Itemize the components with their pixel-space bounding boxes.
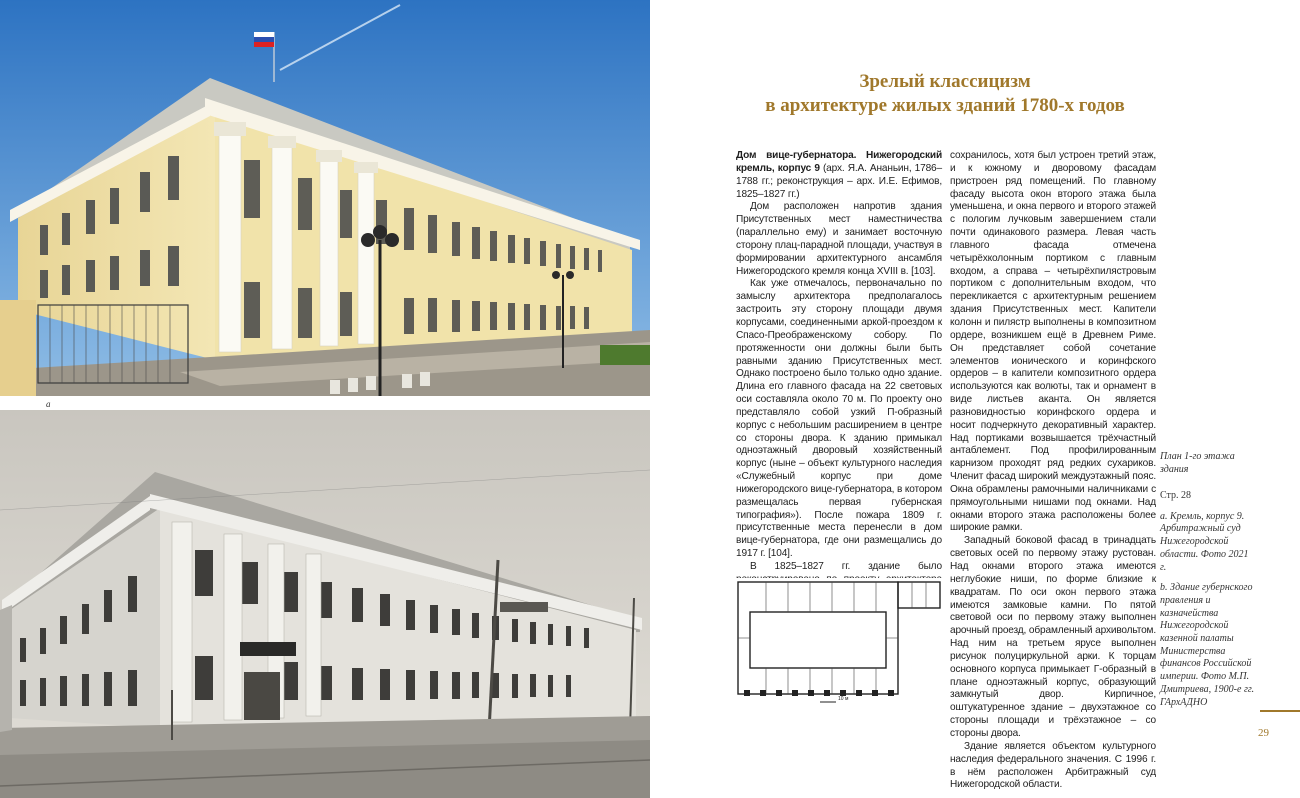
plan-caption xyxy=(1160,451,1256,476)
right-page xyxy=(650,0,1300,798)
photo-b-illustration xyxy=(0,410,650,798)
refs-page-head: Стр. 28 xyxy=(1160,490,1192,501)
ref-a: a. Кремль, корпус 9. Арбитражный суд Нижегородской области. Фото 2021 г. xyxy=(1160,510,1249,573)
paragraph: Дом расположен напротив здания Присутственных мест наместничества (параллельно ему) и занимает восточную сторону плац-парадной площади, участвуя в формировании архитектурного ансамбля Нижегородского кремля конца XVIII в. [103]. xyxy=(736,201,942,277)
page-number-rule xyxy=(1260,710,1300,712)
photo-b-historic-building xyxy=(0,410,650,798)
page-number: 29 xyxy=(1258,727,1269,739)
ref-b: b. Здание губернского правления и казначейства Нижегородской казенной палаты Министерства финансов Российской империи. Фото М.П. Дмитриева, 1900-е гг. ГАрхАДНО xyxy=(1160,582,1255,708)
paragraph: сохранилось, хотя был устроен третий этаж, и к южному и дворовому фасадам пристроен ряд помещений. По главному фасаду высота окон второго этажа была уменьшена, и окна первого и второго этажей с пологим лучковым завершением стали почти одинакового размера. Левая часть главного фасада отмечена четырёхколонным портиком с главным входом, а справа – четырёхпилястровым портиком с дополнительным входом, что перекликается с архитектурным решением здания Присутственных мест. Капители колонн и пилястр выполнены в композитном ордере, возникшем ещё в Древнем Риме. Он представляет собой сочетание элементов ионического и коринфского ордеров – в капители композитного ордера используются как волюты, так и орнамент в виде листьев аканта. Он является разновидностью коринфского ордера и носит подчеркнуто декоративный характер. Над портиками возвышается трёхчастный антаблемент. Под профилированным карнизом проходят ряд редких сухариков. Членит фасад широкий междуэтажный пояс. Окна обрамлены рамочными наличниками с прямоугольными нишами под окнами. Над окнами второго этажа расположены более широкие рамки. xyxy=(950,150,1156,534)
floor-plan-illustration xyxy=(736,578,944,708)
paragraph: Западный боковой фасад в тринадцать световых осей по первому этажу рустован. Над окнами второго этажа имеются неглубокие ниши, по форме близкие к квадратам. По оси окон первого этажа имеются замковые камни. По пятой световой оси по первому этажу выполнен арочный проезд, обрамленный архивольтом. Над ним на третьем ярусе выполнен рисунок полуциркульной арки. К торцам основного корпуса примыкает Г-образный в плане одноэтажный корпус, образующий замкнутый двор. Кирпичное, оштукатуренное здание – двухэтажное со стороны площади и трёхэтажное – со стороны двора. xyxy=(950,535,1156,739)
lead-paragraph xyxy=(736,150,942,201)
chapter-title xyxy=(730,70,1160,118)
lead-bold-heading: Дом вице-губернатора. Нижегородский кремль, корпус 9 xyxy=(736,150,942,174)
photo-a-label: a xyxy=(46,399,51,409)
photo-references xyxy=(1160,490,1256,717)
paragraph: Здание является объектом культурного наследия федерального значения. С 1996 г. в нём расположен Арбитражный суд Нижегородской области. xyxy=(950,740,1156,791)
paragraph: В 1825–1827 гг. здание было xyxy=(750,561,942,572)
text-column-1 xyxy=(736,150,942,612)
photo-a-illustration xyxy=(0,0,650,396)
lead-rest: (арх. Я.А. Ананьин, 1786–1788 гг.; реконструкция – арх. И.Е. Ефимов, 1825–1827 гг.) xyxy=(736,162,942,200)
title-line-2: в архитектуре жилых зданий 1780-х годов xyxy=(765,95,1125,116)
text-column-2 xyxy=(950,150,1156,792)
plan-caption-text: План 1-го этажа здания xyxy=(1160,451,1235,475)
floor-plan-drawing xyxy=(736,578,944,708)
title-line-1: Зрелый классицизм xyxy=(859,71,1031,92)
plan-scale-label: 10 м xyxy=(838,696,849,702)
photo-a-color-building xyxy=(0,0,650,396)
paragraph: Как уже отмечалось, первоначально по замыслу архитектора предполагалось застроить эту сторону площади двумя корпусами, соединенными аркой-проездом к Спасо-Преображенскому собору. По протяженности они должны были быть равными зданию Присутственных мест. Однако построено было только одно здание. Длина его главного фасада на 22 световых оси составляла около 70 м. По проекту оно представляло собой узкий П-образный корпус с небольшим расширением в центре со стороны двора. К зданию примыкал одноэтажный дворовый хозяйственный корпус (ныне – объект культурного наследия «Служебный корпус при доме нижегородского вице-губернатора, в котором размещалась первая губернская типография»). После пожара 1809 г. присутственные места перенесли в дом вице-губернатора, где они размещались до 1917 г. [104]. xyxy=(736,278,942,560)
